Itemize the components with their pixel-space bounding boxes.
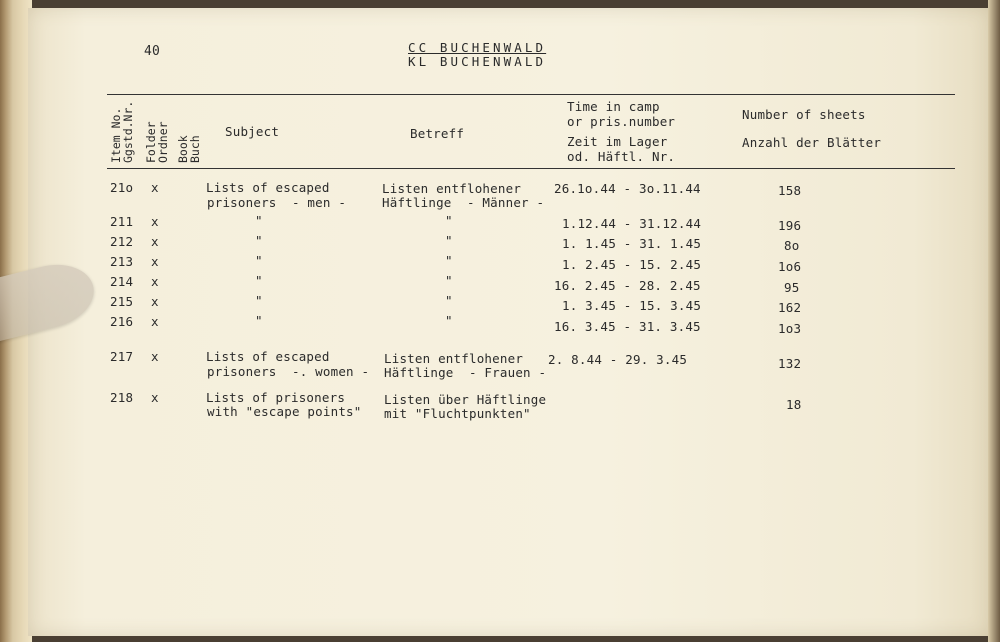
folder-mark: x — [151, 254, 159, 269]
betreff-line-2: Häftlinge - Männer - — [382, 195, 545, 210]
col-time-en-1: Time in camp — [567, 99, 660, 114]
time-in-camp: 1. 3.45 - 15. 3.45 — [562, 298, 702, 313]
page-number: 40 — [144, 44, 161, 59]
item-number: 211 — [110, 214, 134, 229]
folder-mark: x — [151, 349, 159, 364]
folder-mark: x — [151, 234, 159, 249]
col-time-de-2: od. Häftl. Nr. — [567, 149, 676, 164]
sheet-count: 1o3 — [778, 321, 802, 336]
ditto-mark-subject: " — [255, 213, 263, 228]
col-book-en: Book — [176, 135, 190, 163]
page-right-edge — [988, 0, 1000, 642]
folder-mark: x — [151, 180, 159, 195]
sheet-count: 158 — [778, 183, 802, 198]
ditto-mark-betreff: " — [445, 313, 453, 328]
time-in-camp: 2. 8.44 - 29. 3.45 — [548, 352, 688, 367]
time-in-camp: 16. 3.45 - 31. 3.45 — [554, 319, 701, 334]
time-in-camp: 16. 2.45 - 28. 2.45 — [554, 278, 701, 293]
betreff-line-2: mit "Fluchtpunkten" — [384, 406, 531, 421]
title-line-1: CC BUCHENWALD — [408, 40, 547, 55]
col-folder-en: Folder — [144, 121, 158, 163]
ditto-mark-subject: " — [255, 273, 263, 288]
betreff-line-1: Listen über Häftlinge — [384, 392, 547, 407]
sheet-count: 196 — [778, 218, 802, 233]
ditto-mark-betreff: " — [445, 253, 453, 268]
subject-line-1: Lists of prisoners — [206, 390, 346, 405]
betreff-line-1: Listen entflohener — [382, 181, 522, 196]
folder-mark: x — [151, 274, 159, 289]
ditto-mark-subject: " — [255, 253, 263, 268]
time-in-camp: 1. 2.45 - 15. 2.45 — [562, 257, 702, 272]
sheet-count: 1o6 — [778, 259, 802, 274]
col-folder-de: Ordner — [156, 121, 170, 163]
ditto-mark-betreff: " — [445, 273, 453, 288]
item-number: 215 — [110, 294, 134, 309]
col-item-no-en: Item No. — [109, 107, 123, 163]
sheet-count: 162 — [778, 300, 802, 315]
folder-mark: x — [151, 294, 159, 309]
col-betreff-label: Betreff — [410, 126, 465, 141]
subject-line-1: Lists of escaped — [206, 180, 330, 195]
ditto-mark-subject: " — [255, 293, 263, 308]
ditto-mark-subject: " — [255, 313, 263, 328]
item-number: 217 — [110, 349, 134, 364]
subject-line-2: with "escape points" — [207, 404, 362, 419]
sheet-count: 18 — [786, 397, 802, 412]
ditto-mark-betreff: " — [445, 233, 453, 248]
ditto-mark-subject: " — [255, 233, 263, 248]
sheet-count: 8o — [784, 238, 800, 253]
col-item-no-de: Ggstd.Nr. — [121, 100, 135, 163]
sheet-count: 95 — [784, 280, 800, 295]
col-book-de: Buch — [188, 135, 202, 163]
col-time-en-2: or pris.number — [567, 114, 676, 129]
subject-line-1: Lists of escaped — [206, 349, 330, 364]
item-number: 21o — [110, 180, 134, 195]
betreff-line-2: Häftlinge - Frauen - — [384, 365, 547, 380]
item-number: 212 — [110, 234, 134, 249]
col-book-label — [177, 135, 201, 163]
col-item-no-label — [110, 101, 134, 163]
item-number: 218 — [110, 390, 134, 405]
item-number: 214 — [110, 274, 134, 289]
title-line-2: KL BUCHENWALD — [408, 54, 547, 69]
col-folder-label — [145, 121, 169, 163]
folder-mark: x — [151, 314, 159, 329]
time-in-camp: 1. 1.45 - 31. 1.45 — [562, 236, 702, 251]
item-number: 213 — [110, 254, 134, 269]
subject-line-2: prisoners -. women - — [207, 364, 370, 379]
col-subject-label: Subject — [225, 124, 280, 139]
sheet-count: 132 — [778, 356, 802, 371]
ditto-mark-betreff: " — [445, 213, 453, 228]
header-top-rule — [107, 94, 955, 95]
col-time-de-1: Zeit im Lager — [567, 134, 668, 149]
header-bottom-rule — [107, 168, 955, 169]
time-in-camp: 26.1o.44 - 3o.11.44 — [554, 181, 701, 196]
ditto-mark-betreff: " — [445, 293, 453, 308]
subject-line-2: prisoners - men - — [207, 195, 347, 210]
item-number: 216 — [110, 314, 134, 329]
time-in-camp: 1.12.44 - 31.12.44 — [562, 216, 702, 231]
col-sheets-de: Anzahl der Blätter — [742, 135, 882, 150]
ledger-page — [28, 8, 990, 636]
folder-mark: x — [151, 390, 159, 405]
col-sheets-en: Number of sheets — [742, 107, 866, 122]
folder-mark: x — [151, 214, 159, 229]
betreff-line-1: Listen entflohener — [384, 351, 524, 366]
